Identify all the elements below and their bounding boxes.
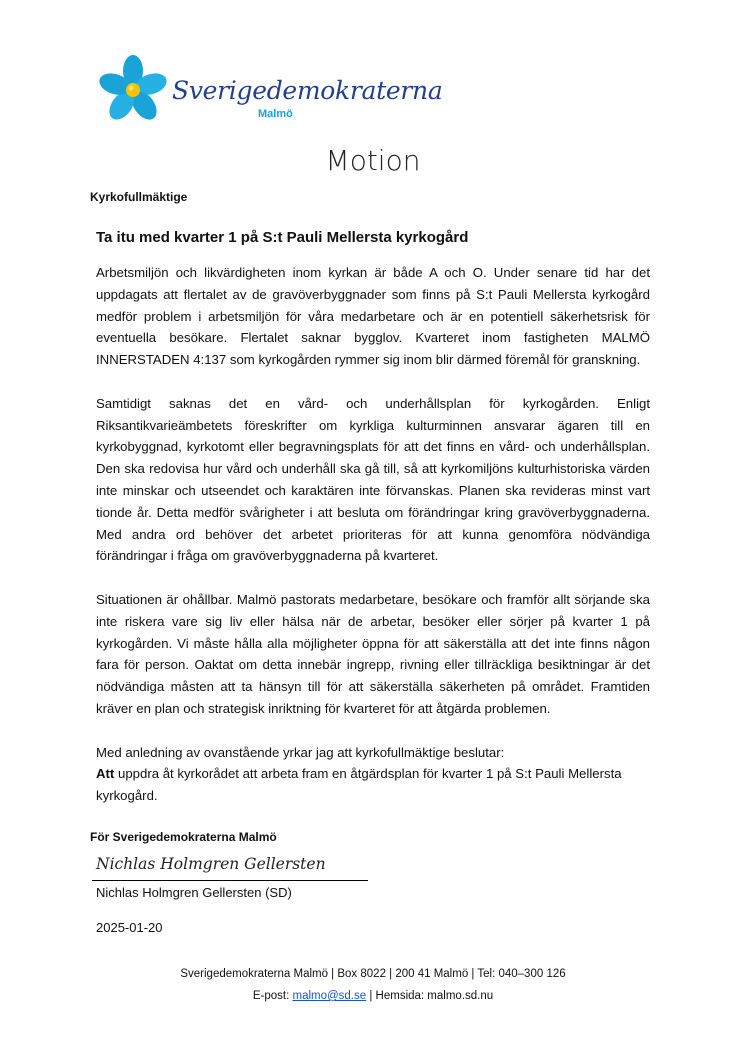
motion-body [96, 262, 650, 807]
paragraph: Arbetsmiljön och likvärdigheten inom kyrkan är både A och O. Under senare tid har det uppdagats att flertalet av de gravöverbyggnader som finns på S:t Pauli Mellersta kyrkogård medför problem i arbetsmiljön för våra medarbetare och är en potentiell säkerhetsrisk för eventuella besökare. Flertalet saknar bygglov. Kvarteret inom fastigheten MALMÖ INNERSTADEN 4:137 som kyrkogården rymmer sig inom blir därmed föremål för granskning. [96, 265, 650, 368]
document-type: Motion [325, 144, 421, 177]
proposal [96, 742, 650, 807]
signatory-name: Nichlas Holmgren Gellersten (SD) [96, 885, 292, 900]
signature-for-label: För Sverigedemokraterna Malmö [90, 830, 277, 844]
motion-title: Ta itu med kvarter 1 på S:t Pauli Mellersta kyrkogård [96, 229, 469, 246]
brand-subtitle: Malmö [258, 108, 293, 120]
logo [96, 52, 443, 130]
brand-name: Sverigedemokraterna [172, 76, 443, 105]
flower-logo-icon [96, 52, 170, 126]
document-date: 2025-01-20 [96, 920, 163, 935]
proposal-text: uppdra åt kyrkorådet att arbeta fram en åtgärdsplan för kvarter 1 på S:t Pauli Mellersta kyrkogård. [96, 766, 622, 804]
footer-address: Sverigedemokraterna Malmö | Box 8022 | 200 41 Malmö | Tel: 040–300 126 [180, 968, 566, 980]
handwritten-signature: Nichlas Holmgren Gellersten [96, 855, 326, 873]
footer-email-label: E-post: [252, 990, 290, 1002]
footer-contact [0, 990, 746, 1002]
paragraph: Situationen är ohållbar. Malmö pastorats medarbetare, besökare och framför allt sörjande ska inte riskera vare sig liv eller hälsa när de arbetar, besöker eller sörjer på kvarter 1 på kyrkogården. Vi måste hålla alla möjligheter öppna för att säkerställa att det inte finns någon fara för person. Oaktat om detta innebär ingrepp, rivning eller tillräckliga besiktningar är det nödvändiga måsten att ta hänsyn till för att säkerställa säkerheten på området. Framtiden kräver en plan och strategisk inriktning för kvarteret för att åtgärda problemen. [96, 591, 650, 716]
email-link[interactable]: malmo@sd.se [292, 990, 367, 1002]
signature-line [92, 880, 368, 881]
proposal-intro: Med anledning av ovanstående yrkar jag att kyrkofullmäktige beslutar: [96, 744, 505, 760]
paragraph: Samtidigt saknas det en vård- och underhållsplan för kyrkogården. Enligt Riksantikvarieämbetets föreskrifter om kyrkliga kulturminnen ansvarar ägaren till en kyrkobyggnad, kyrkotomt eller begravningsplats för att det finns en vård- och underhållsplan. Den ska redovisa hur vård och underhåll ska gå till, så att kyrkomiljöns kulturhistoriska värden inte minskar och utseendet och karaktären inte förvanskas. Planen ska revideras minst vart tionde år. Detta medför svårigheter i att besluta om förändringar kring gravöverbyggnaderna. Med andra ord behöver det arbetet prioriteras för att kunna genomföra nödvändiga förändringar i fråga om gravöverbyggnaderna på kvarteret. [96, 395, 650, 564]
proposal-att-label: Att [96, 766, 115, 782]
footer-web: | Hemsida: malmo.sd.nu [369, 990, 494, 1002]
recipient-body: Kyrkofullmäktige [90, 190, 188, 204]
